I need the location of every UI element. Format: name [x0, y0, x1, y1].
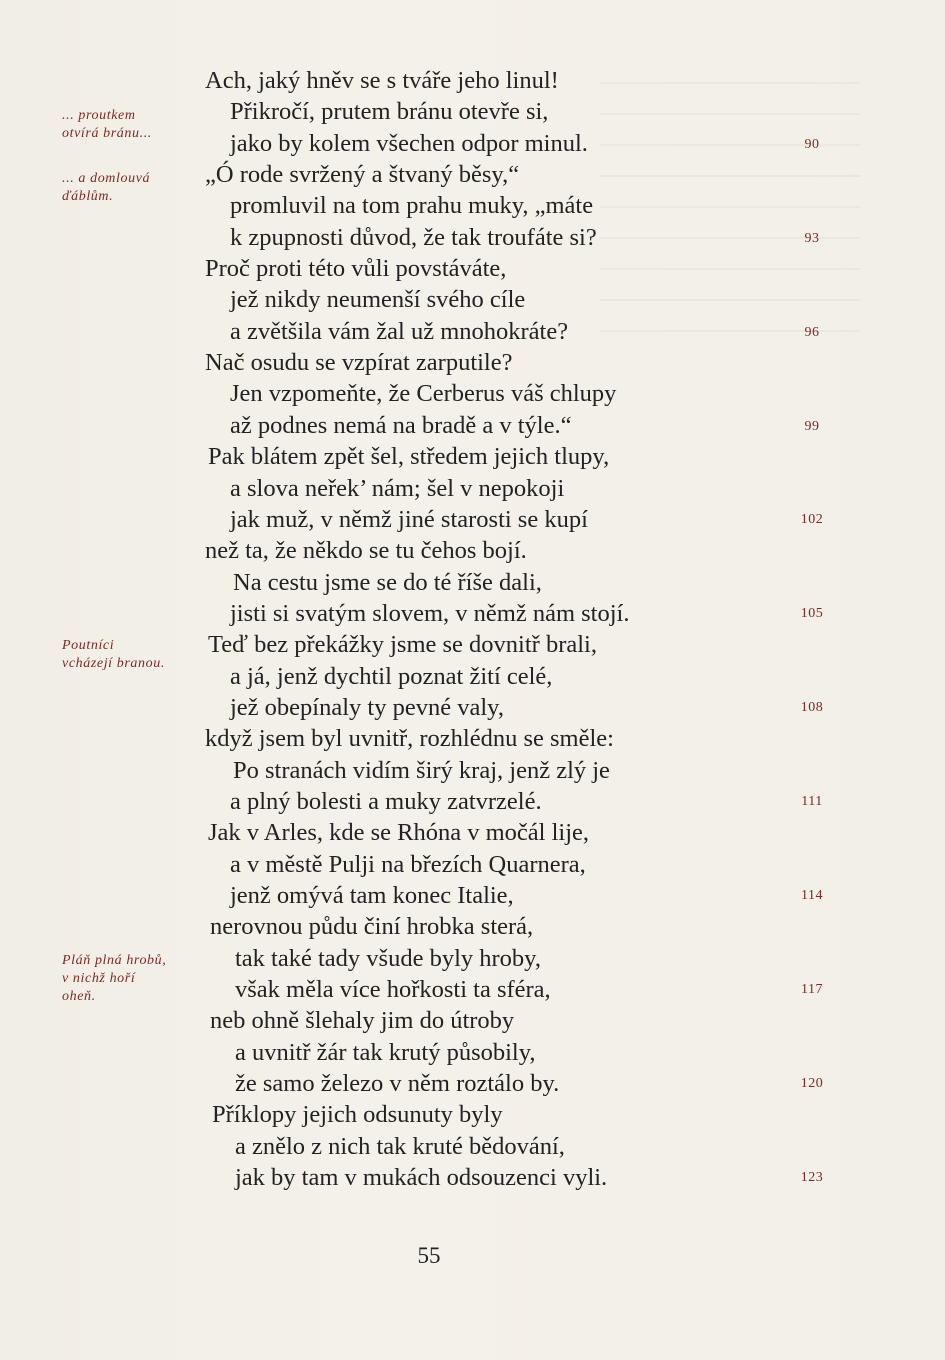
- verse-line: Jen vzpomeňte, že Cerberus váš chlupy: [230, 380, 617, 407]
- line-number: 90: [804, 137, 820, 152]
- verse-line: Na cestu jsme se do té říše dali,: [233, 569, 542, 596]
- verse-line: jenž omývá tam konec Italie,: [230, 882, 514, 909]
- margin-note-4: [62, 952, 166, 1006]
- page-number: 55: [417, 1243, 441, 1268]
- verse-line: a uvnitř žár tak krutý působily,: [235, 1039, 536, 1066]
- verse-line: jako by kolem všechen odpor minul.: [230, 130, 588, 157]
- verse-line: že samo železo v něm roztálo by.: [235, 1070, 560, 1097]
- bleed-through-decoration: [600, 60, 860, 360]
- verse-line: Jak v Arles, kde se Rhóna v močál lije,: [208, 819, 590, 846]
- line-number: 105: [800, 606, 824, 621]
- verse-line: jisti si svatým slovem, v němž nám stojí.: [230, 600, 630, 627]
- verse-line: Proč proti této vůli povstáváte,: [205, 255, 507, 282]
- margin-note-line: ďáblům.: [62, 189, 114, 204]
- margin-note-2: [62, 170, 150, 206]
- verse-line: k zpupnosti důvod, že tak troufáte si?: [230, 224, 597, 251]
- margin-note-line: otvírá bránu...: [62, 126, 152, 141]
- verse-line: když jsem byl uvnitř, rozhlédnu se směle:: [205, 725, 614, 752]
- line-number: 102: [800, 512, 824, 527]
- verse-line: jež nikdy neumenší svého cíle: [230, 286, 526, 313]
- verse-line: Po stranách vidím širý kraj, jenž zlý je: [233, 757, 610, 784]
- verse-line: Přikročí, prutem bránu otevře si,: [230, 98, 549, 125]
- line-number: 117: [801, 982, 823, 997]
- verse-line: tak také tady všude byly hroby,: [235, 945, 541, 972]
- verse-line: však měla více hořkosti ta sféra,: [235, 976, 551, 1003]
- line-number: 93: [804, 231, 820, 246]
- margin-note-3: [62, 637, 165, 673]
- verse-line: promluvil na tom prahu muky, „máte: [230, 192, 594, 219]
- verse-line: Ach, jaký hněv se s tváře jeho linul!: [205, 67, 559, 94]
- margin-note-line: Poutníci: [62, 638, 115, 653]
- verse-line: jak muž, v němž jiné starosti se kupí: [230, 506, 588, 533]
- verse-line: nerovnou půdu činí hrobka sterá,: [210, 913, 534, 940]
- line-number: 120: [800, 1076, 824, 1091]
- verse-line: Teď bez překážky jsme se dovnitř brali,: [208, 631, 597, 658]
- verse-line: než ta, že někdo se tu čehos bojí.: [205, 537, 527, 564]
- verse-line: neb ohně šlehaly jim do útroby: [210, 1007, 515, 1034]
- line-number: 99: [804, 419, 820, 434]
- margin-note-line: ... a domlouvá: [62, 171, 151, 186]
- margin-note-line: vcházejí branou.: [62, 656, 165, 671]
- verse-line: Nač osudu se vzpírat zarputile?: [205, 349, 513, 376]
- verse-line: Pak blátem zpět šel, středem jejich tlupy,: [208, 443, 610, 470]
- margin-note-1: [62, 107, 152, 143]
- verse-line: až podnes nemá na bradě a v týle.“: [230, 412, 572, 439]
- margin-note-line: oheň.: [62, 989, 96, 1004]
- line-number: 96: [804, 325, 820, 340]
- verse-line: jež obepínaly ty pevné valy,: [230, 694, 504, 721]
- verse-line: „Ó rode svržený a štvaný běsy,“: [205, 161, 520, 188]
- verse-line: a já, jenž dychtil poznat žití celé,: [230, 663, 553, 690]
- line-number: 111: [801, 794, 823, 809]
- verse-line: a slova neřek’ nám; šel v nepokoji: [230, 475, 565, 502]
- verse-line: jak by tam v mukách odsouzenci vyli.: [235, 1164, 608, 1191]
- margin-note-line: ... proutkem: [62, 108, 136, 123]
- margin-note-line: Pláň plná hrobů,: [62, 953, 167, 968]
- verse-line: a v městě Pulji na březích Quarnera,: [230, 851, 586, 878]
- margin-note-line: v nichž hoří: [62, 971, 136, 986]
- line-number: 108: [800, 700, 824, 715]
- verse-line: a plný bolesti a muky zatvrzelé.: [230, 788, 542, 815]
- line-number: 114: [801, 888, 823, 903]
- line-number: 123: [800, 1170, 824, 1185]
- verse-line: Příklopy jejich odsunuty byly: [212, 1101, 503, 1128]
- verse-line: a znělo z nich tak kruté bědování,: [235, 1133, 565, 1160]
- verse-line: a zvětšila vám žal už mnohokráte?: [230, 318, 569, 345]
